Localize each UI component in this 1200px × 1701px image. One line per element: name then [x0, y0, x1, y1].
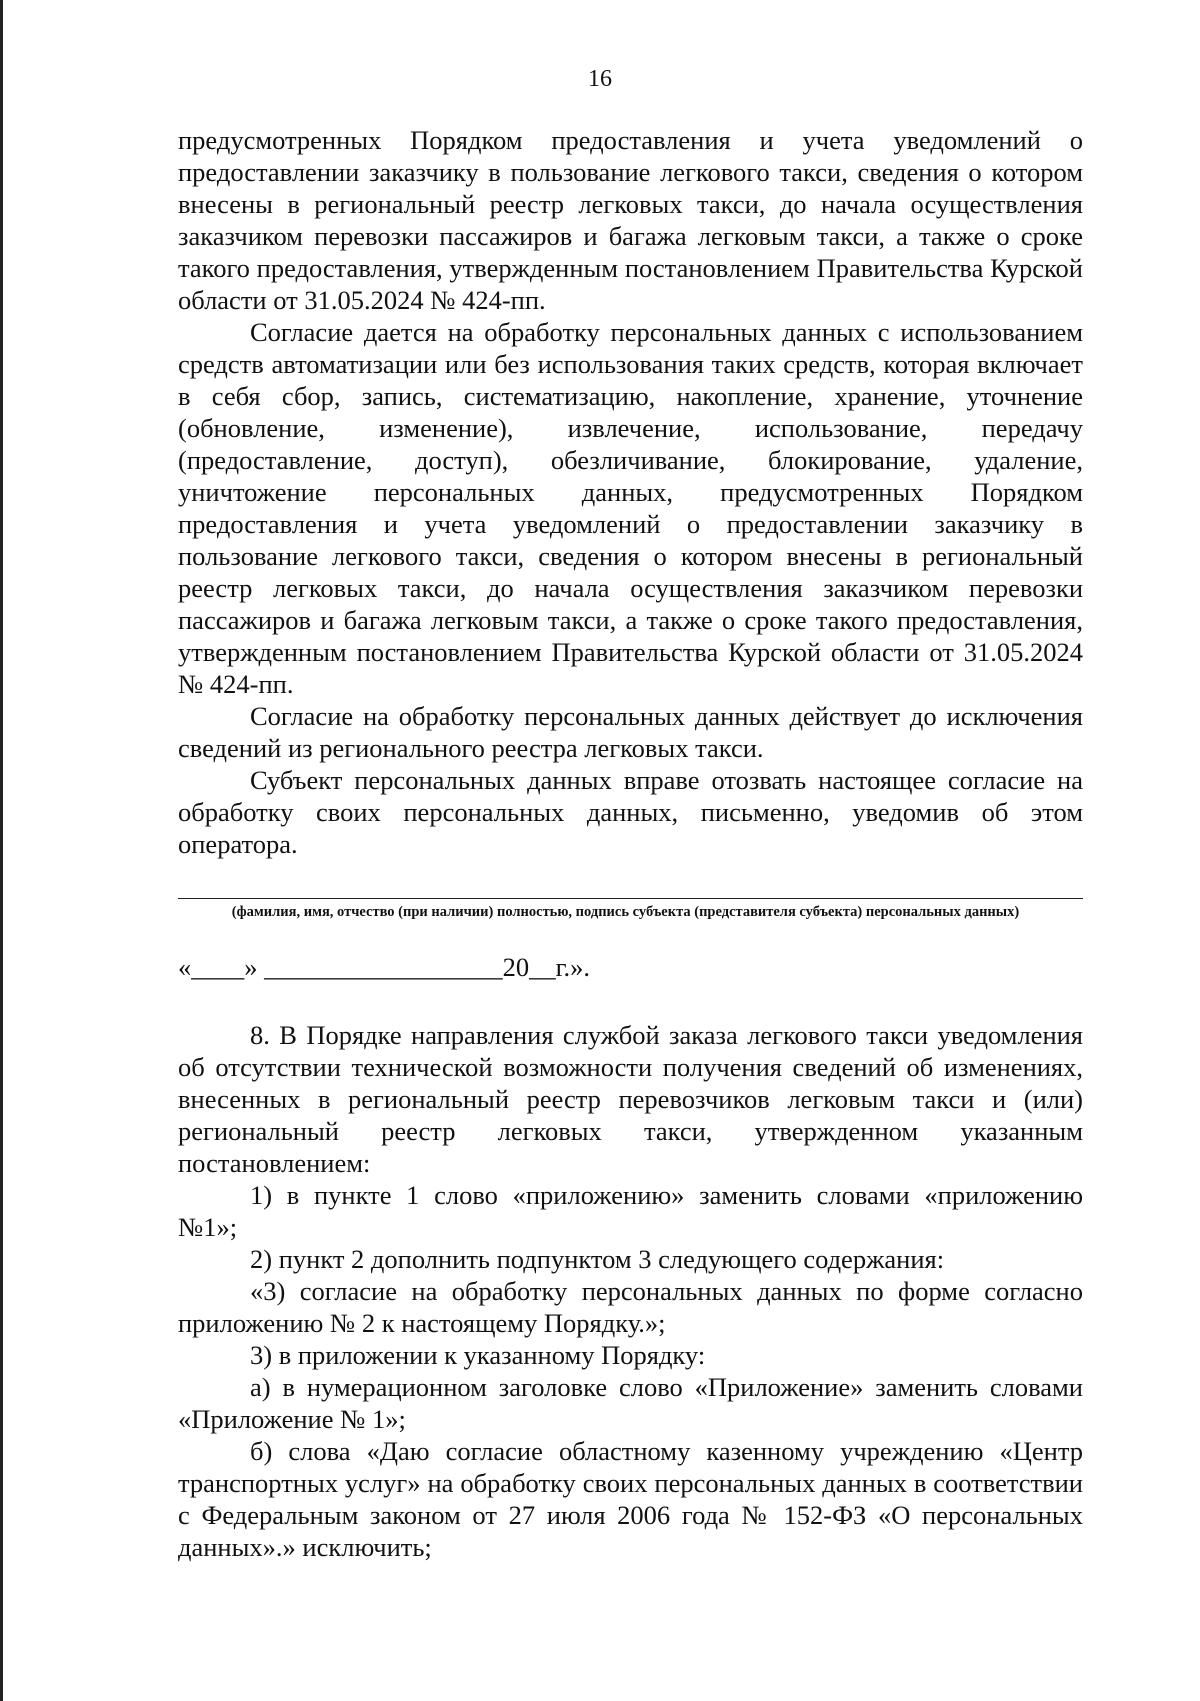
signature-caption: (фамилия, имя, отчество (при наличии) полностью, подпись субъекта (представителя субъекта) персональных данных) [231, 904, 1020, 920]
document-body [178, 124, 1083, 1563]
paragraph-consent-duration: Согласие на обработку персональных данных действует до исключения сведений из регионального реестра легковых такси. [178, 701, 1083, 763]
paragraph-subitem-a: а) в нумерационном заголовке слово «Приложение» заменить словами «Приложение № 1»; [178, 1372, 1083, 1434]
signature-block [178, 898, 1083, 921]
paragraph-subitem-2: 2) пункт 2 дополнить подпунктом 3 следующего содержания: [250, 1244, 945, 1274]
paragraph-subitem-b: б) слова «Даю согласие областному казенному учреждению «Центр транспортных услуг» на обработку своих персональных данных в соответствии с Федеральным законом от 27 июля 2006 года № 152-ФЗ «О персональных данных».» исключить; [178, 1436, 1083, 1562]
page-number: 16 [588, 66, 612, 92]
paragraph-continuation: предусмотренных Порядком предоставления и учета уведомлений о предоставлении заказчику в пользование легкового такси, сведения о котором внесены в региональный реестр легковых такси, до начала осуществления заказчиком перевозки пассажиров и багажа легковым такси, а также о сроке такого предоставления, утвержденным постановлением Правительства Курской области от 31.05.2024 № 424-пп. [178, 125, 1083, 315]
paragraph-subitem-1: 1) в пункте 1 слово «приложению» заменить словами «приложению №1»; [178, 1180, 1083, 1242]
paragraph-subitem-3: 3) в приложении к указанному Порядку: [250, 1340, 706, 1370]
paragraph-subitem-3-quote: «3) согласие на обработку персональных данных по форме согласно приложению № 2 к настоящему Порядку.»; [178, 1276, 1083, 1338]
paragraph-consent-scope: Согласие дается на обработку персональных данных с использованием средств автоматизации или без использования таких средств, которая включает в себя сбор, запись, систематизацию, накопление, хранение, уточнение (обновление, изменение), извлечение, использование, передачу (предоставление, доступ), обезличивание, блокирование, удаление, уничтожение персональных данных, предусмотренных Порядком предоставления и учета уведомлений о предоставлении заказчику в пользование легкового такси, сведения о котором внесены в региональный реестр легковых такси, до начала осуществления заказчиком перевозки пассажиров и багажа легковым такси, а также о сроке такого предоставления, утвержденным постановлением Правительства Курской области от 31.05.2024 № 424-пп. [178, 317, 1083, 699]
date-line: «____» __________________20__г.». [178, 952, 591, 982]
paragraph-consent-revocation: Субъект персональных данных вправе отозвать настоящее согласие на обработку своих персональных данных, письменно, уведомив об этом оператора. [178, 765, 1083, 859]
paragraph-item-8: 8. В Порядке направления службой заказа легкового такси уведомления об отсутствии технической возможности получения сведений об изменениях, внесенных в региональный реестр перевозчиков легковым такси и (или) региональный реестр легковых такси, утвержденном указанным постановлением: [178, 1020, 1083, 1178]
scan-edge-line [0, 0, 3, 1701]
